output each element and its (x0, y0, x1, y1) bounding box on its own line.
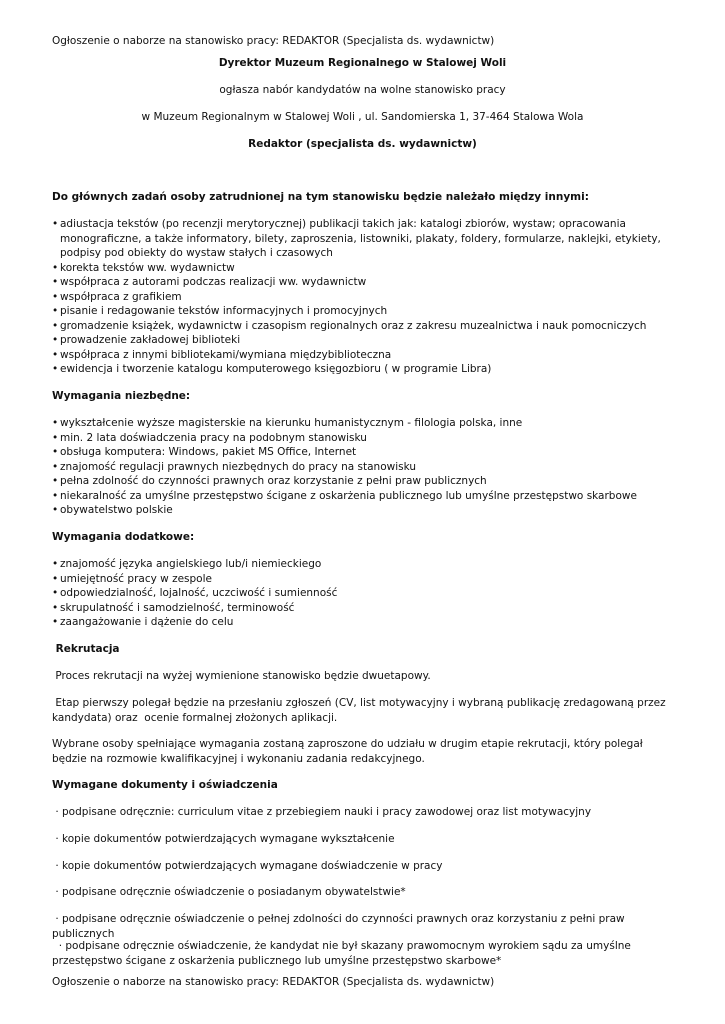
recruitment-paragraph-1: Proces rekrutacji na wyżej wymienione stanowisko będzie dwuetapowy. (52, 670, 431, 682)
document-item: · podpisane odręcznie: curriculum vitae z przebiegiem nauki i pracy zawodowej oraz list motywacyjny (52, 806, 592, 818)
list-item: • gromadzenie książek, wydawnictw i czasopism regionalnych oraz z zakresu muzealnictwa i nauk pomocniczych (52, 319, 647, 332)
director-line: Dyrektor Muzeum Regionalnego w Stalowej Woli (218, 57, 507, 69)
documents-heading: Wymagane dokumenty i oświadczenia (52, 779, 278, 791)
recruitment-paragraph-2: Etap pierwszy polegał będzie na przesłaniu zgłoszeń (CV, list motywacyjny i wybraną publikację zredagowaną przez kandydata) oraz ocenie formalnej złożonych aplikacji. (52, 697, 669, 724)
recruitment-heading: Rekrutacja (52, 643, 120, 655)
list-item: • obywatelstwo polskie (52, 504, 173, 516)
document-item: · podpisane odręcznie oświadczenie o posiadanym obywatelstwie* (52, 886, 406, 898)
list-item: • umiejętność pracy w zespole (52, 572, 212, 585)
page-header: Ogłoszenie o naborze na stanowisko pracy: REDAKTOR (Specjalista ds. wydawnictw) (52, 35, 495, 47)
list-item: • min. 2 lata doświadczenia pracy na podobnym stanowisku (52, 431, 367, 444)
list-item: • wykształcenie wyższe magisterskie na kierunku humanistycznym - filologia polska, inne (52, 417, 523, 429)
position-title: Redaktor (specjalista ds. wydawnictw) (248, 138, 477, 150)
list-item: • współpraca z autorami podczas realizacji ww. wydawnictw (52, 276, 367, 288)
required-list (52, 416, 676, 518)
announces-line: ogłasza nabór kandydatów na wolne stanowisko pracy (219, 84, 506, 96)
recruitment-paragraph-3: Wybrane osoby spełniające wymagania zostaną zaproszone do udziału w drugim etapie rekrutacji, który polegał będzie na rozmowie kwalifikacyjnej i wykonaniu zadania redakcyjnego. (52, 738, 643, 765)
list-item: • skrupulatność i samodzielność, terminowość (52, 601, 295, 614)
required-heading: Wymagania niezbędne: (52, 390, 191, 402)
list-item: • korekta tekstów ww. wydawnictw (52, 261, 235, 274)
list-item: • ewidencja i tworzenie katalogu komputerowego księgozbioru ( w programie Libra) (52, 363, 492, 375)
document-item: · kopie dokumentów potwierdzających wymagane wykształcenie (52, 833, 395, 845)
list-item: • pisanie i redagowanie tekstów informacyjnych i promocyjnych (52, 305, 388, 317)
additional-heading: Wymagania dodatkowe: (52, 531, 195, 543)
page-footer: Ogłoszenie o naborze na stanowisko pracy: REDAKTOR (Specjalista ds. wydawnictw) (52, 976, 495, 988)
list-item: • niekaralność za umyślne przestępstwo ścigane z oskarżenia publicznego lub umyślne przestępstwo skarbowe (52, 489, 637, 502)
list-item: • współpraca z innymi bibliotekami/wymiana międzybiblioteczna (52, 348, 392, 361)
document-item: · podpisane odręcznie oświadczenie o pełnej zdolności do czynności prawnych oraz korzystaniu z pełni praw publicznych (52, 913, 628, 940)
duties-heading: Do głównych zadań osoby zatrudnionej na tym stanowisku będzie należało między innymi: (52, 191, 589, 203)
list-item: • obsługa komputera: Windows, pakiet MS Office, Internet (52, 446, 357, 458)
list-item: • odpowiedzialność, lojalność, uczciwość i sumienność (52, 587, 338, 599)
duties-list (52, 217, 676, 377)
list-item: • adiustacja tekstów (po recenzji merytorycznej) publikacji takich jak: katalogi zbiorów, wystaw; opracowania monograficzne, a także informatory, bilety, zaproszenia, listowniki, plakaty, foldery, formularze, naklejki, etykiety, podpisy pod obiekty do wystaw stałych i czasowych (52, 218, 661, 259)
document-item: · kopie dokumentów potwierdzających wymagane doświadczenie w pracy (52, 860, 443, 872)
list-item: • współpraca z grafikiem (52, 290, 182, 303)
list-item: • pełna zdolność do czynności prawnych oraz korzystanie z pełni praw publicznych (52, 475, 487, 487)
list-item: • znajomość regulacji prawnych niezbędnych do pracy na stanowisku (52, 460, 417, 473)
address-line: w Muzeum Regionalnym w Stalowej Woli , ul. Sandomierska 1, 37-464 Stalowa Wola (141, 111, 584, 123)
document-item: · podpisane odręcznie oświadczenie, że kandydat nie był skazany prawomocnym wyrokiem sądu za umyślne przestępstwo ścigane z oskarżenia publicznego lub umyślne przestępstwo skarbowe* (52, 940, 635, 967)
list-item: • znajomość języka angielskiego lub/i niemieckiego (52, 558, 322, 570)
list-item: • zaangażowanie i dążenie do celu (52, 616, 234, 628)
list-item: • prowadzenie zakładowej biblioteki (52, 334, 241, 346)
additional-list (52, 557, 676, 630)
